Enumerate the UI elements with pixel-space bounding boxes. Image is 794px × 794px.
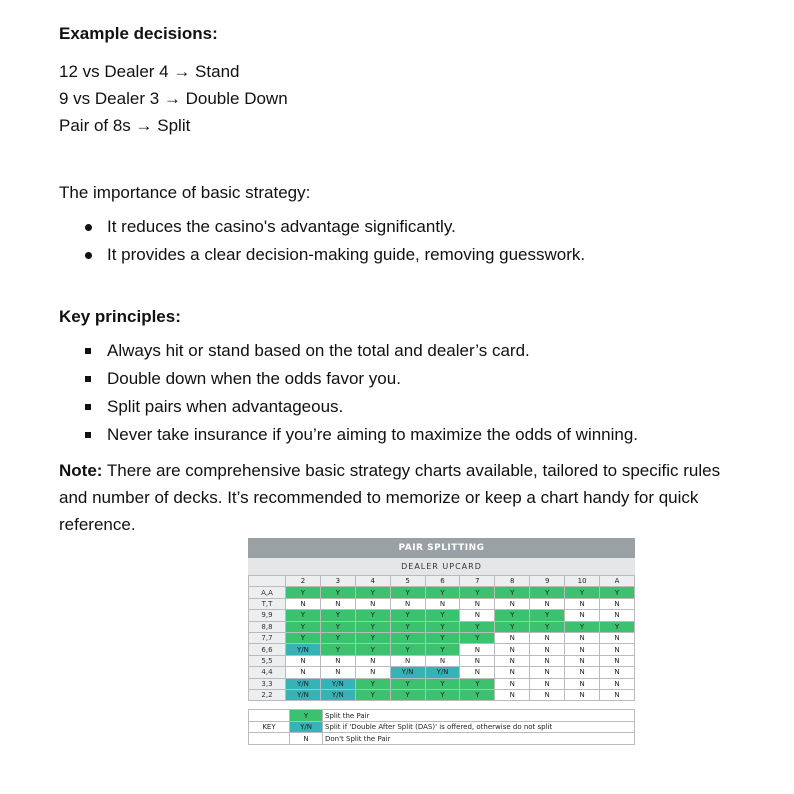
- decision-cell: Y: [530, 610, 565, 621]
- decision-cell: Y: [320, 610, 355, 621]
- decision-cell: Y: [495, 621, 530, 632]
- hand-label: A,A: [249, 587, 286, 598]
- table-row: [249, 655, 635, 666]
- decision-cell: N: [530, 667, 565, 678]
- dealer-upcard-header: 2: [286, 576, 321, 587]
- decision-cell: N: [495, 632, 530, 643]
- hand-label: 2,2: [249, 689, 286, 700]
- column-header-row: [249, 576, 635, 587]
- decision-cell: Y: [460, 587, 495, 598]
- key-meaning: Don't Split the Pair: [323, 733, 635, 745]
- decision-cell: Y: [320, 632, 355, 643]
- decision-cell: Y: [355, 610, 390, 621]
- decision-cell: N: [565, 667, 600, 678]
- decision-cell: N: [600, 655, 635, 666]
- decision-cell: Y/N: [286, 644, 321, 655]
- document-body: [59, 20, 759, 538]
- decision-cell: Y/N: [320, 689, 355, 700]
- key-code: Y/N: [290, 721, 323, 733]
- chart-title: PAIR SPLITTING: [248, 538, 635, 558]
- decision-cell: N: [530, 632, 565, 643]
- dealer-upcard-header: 9: [530, 576, 565, 587]
- decision-cell: N: [320, 598, 355, 609]
- decision-cell: Y: [565, 621, 600, 632]
- hand-label: 8,8: [249, 621, 286, 632]
- table-row: [249, 644, 635, 655]
- hand-label: 9,9: [249, 610, 286, 621]
- dealer-upcard-header: A: [600, 576, 635, 587]
- decision-cell: Y/N: [320, 678, 355, 689]
- decision-cell: Y/N: [286, 689, 321, 700]
- chart-key: [248, 709, 635, 745]
- decision-cell: Y: [425, 621, 460, 632]
- decision-cell: N: [600, 678, 635, 689]
- decision-cell: N: [286, 667, 321, 678]
- decision-cell: N: [565, 598, 600, 609]
- table-row: [249, 678, 635, 689]
- decision-cell: Y: [460, 689, 495, 700]
- bullet-icon: [85, 252, 92, 259]
- decision-cell: Y: [425, 632, 460, 643]
- square-bullet-icon: [85, 348, 91, 354]
- decision-cell: Y: [425, 587, 460, 598]
- importance-intro: The importance of basic strategy:: [59, 183, 311, 202]
- note-label: Note:: [59, 461, 103, 480]
- decision-cell: N: [565, 610, 600, 621]
- decision-cell: Y: [286, 610, 321, 621]
- decision-cell: N: [460, 610, 495, 621]
- importance-list: [59, 213, 759, 269]
- table-row: [249, 610, 635, 621]
- table-row: [249, 598, 635, 609]
- dealer-upcard-header: 8: [495, 576, 530, 587]
- decision-cell: Y: [286, 632, 321, 643]
- decision-cell: Y: [320, 621, 355, 632]
- decision-cell: N: [390, 655, 425, 666]
- decision-cell: Y: [600, 621, 635, 632]
- key-row: [249, 721, 635, 733]
- dealer-upcard-header: 7: [460, 576, 495, 587]
- key-row: [249, 733, 635, 745]
- key-row: [249, 710, 635, 722]
- note-paragraph: [59, 457, 739, 538]
- decision-cell: N: [425, 598, 460, 609]
- decision-cell: N: [320, 667, 355, 678]
- example-line: Pair of 8s → Split: [59, 116, 191, 135]
- chart-subtitle: DEALER UPCARD: [248, 558, 635, 575]
- key-label-spacer: [249, 733, 290, 745]
- hand-label: T,T: [249, 598, 286, 609]
- decision-cell: N: [495, 655, 530, 666]
- decision-cell: Y: [460, 632, 495, 643]
- decision-cell: Y: [390, 644, 425, 655]
- decision-cell: Y: [355, 632, 390, 643]
- decision-cell: N: [460, 655, 495, 666]
- key-meaning: Split the Pair: [323, 710, 635, 722]
- decision-cell: N: [530, 655, 565, 666]
- table-row: [249, 621, 635, 632]
- list-item: [83, 365, 759, 393]
- example-line: 9 vs Dealer 3 → Double Down: [59, 89, 288, 108]
- decision-cell: Y: [320, 587, 355, 598]
- key-code: N: [290, 733, 323, 745]
- decision-cell: N: [390, 598, 425, 609]
- decision-cell: N: [495, 644, 530, 655]
- decision-cell: N: [530, 678, 565, 689]
- decision-cell: Y: [460, 621, 495, 632]
- decision-cell: Y: [390, 678, 425, 689]
- decision-cell: N: [565, 644, 600, 655]
- decision-cell: N: [565, 655, 600, 666]
- key-label: KEY: [249, 721, 290, 733]
- table-row: [249, 689, 635, 700]
- decision-cell: Y: [286, 587, 321, 598]
- decision-cell: N: [600, 610, 635, 621]
- example-heading: Example decisions:: [59, 24, 218, 43]
- decision-cell: Y: [425, 678, 460, 689]
- pair-splitting-chart: [248, 538, 635, 760]
- list-item: [83, 213, 759, 241]
- hand-label: 4,4: [249, 667, 286, 678]
- decision-cell: N: [530, 644, 565, 655]
- decision-cell: Y: [355, 587, 390, 598]
- decision-cell: Y: [355, 644, 390, 655]
- decision-cell: N: [460, 667, 495, 678]
- decision-cell: N: [460, 644, 495, 655]
- decision-cell: N: [320, 655, 355, 666]
- decision-cell: Y: [495, 610, 530, 621]
- decision-cell: N: [600, 667, 635, 678]
- strategy-grid: [248, 575, 635, 701]
- list-item-text: Never take insurance if you’re aiming to maximize the odds of winning.: [107, 425, 639, 444]
- decision-cell: Y: [460, 678, 495, 689]
- decision-cell: Y: [390, 689, 425, 700]
- note-text: There are comprehensive basic strategy charts available, tailored to specific rules and number of decks. It’s recommended to memorize or keep a chart handy for quick reference.: [59, 461, 721, 534]
- decision-cell: Y: [355, 689, 390, 700]
- list-item: [83, 421, 759, 449]
- decision-cell: Y/N: [425, 667, 460, 678]
- decision-cell: Y: [390, 587, 425, 598]
- decision-cell: Y: [565, 587, 600, 598]
- decision-cell: N: [355, 598, 390, 609]
- list-item: [83, 393, 759, 421]
- decision-cell: Y/N: [390, 667, 425, 678]
- list-item-text: Split pairs when advantageous.: [107, 397, 344, 416]
- table-row: [249, 667, 635, 678]
- decision-cell: N: [530, 689, 565, 700]
- decision-cell: Y: [530, 587, 565, 598]
- table-row: [249, 632, 635, 643]
- decision-cell: Y: [355, 678, 390, 689]
- decision-cell: N: [286, 655, 321, 666]
- dealer-upcard-header: 5: [390, 576, 425, 587]
- list-item: [83, 337, 759, 365]
- key-label-spacer: [249, 710, 290, 722]
- key-code: Y: [290, 710, 323, 722]
- dealer-upcard-header: 3: [320, 576, 355, 587]
- decision-cell: N: [565, 632, 600, 643]
- decision-cell: Y: [390, 621, 425, 632]
- decision-cell: N: [530, 598, 565, 609]
- dealer-upcard-header: 6: [425, 576, 460, 587]
- square-bullet-icon: [85, 432, 91, 438]
- decision-cell: N: [495, 598, 530, 609]
- decision-cell: N: [495, 667, 530, 678]
- decision-cell: Y: [425, 689, 460, 700]
- decision-cell: Y: [390, 632, 425, 643]
- corner-cell: [249, 576, 286, 587]
- key-meaning: Split if 'Double After Split (DAS)' is offered, otherwise do not split: [323, 721, 635, 733]
- table-row: [249, 587, 635, 598]
- hand-label: 7,7: [249, 632, 286, 643]
- decision-cell: Y: [390, 610, 425, 621]
- decision-cell: N: [355, 655, 390, 666]
- decision-cell: N: [286, 598, 321, 609]
- principles-heading: Key principles:: [59, 307, 181, 326]
- list-item: [83, 241, 759, 269]
- decision-cell: N: [600, 644, 635, 655]
- decision-cell: Y/N: [286, 678, 321, 689]
- list-item-text: It provides a clear decision-making guide, removing guesswork.: [107, 245, 586, 264]
- decision-cell: N: [495, 689, 530, 700]
- decision-cell: Y: [286, 621, 321, 632]
- hand-label: 6,6: [249, 644, 286, 655]
- decision-cell: N: [600, 689, 635, 700]
- decision-cell: Y: [425, 644, 460, 655]
- decision-cell: N: [495, 678, 530, 689]
- decision-cell: N: [355, 667, 390, 678]
- decision-cell: N: [600, 632, 635, 643]
- principles-list: [59, 337, 759, 449]
- decision-cell: Y: [355, 621, 390, 632]
- decision-cell: Y: [600, 587, 635, 598]
- decision-cell: N: [565, 678, 600, 689]
- example-line: 12 vs Dealer 4 → Stand: [59, 62, 240, 81]
- decision-cell: Y: [495, 587, 530, 598]
- bullet-icon: [85, 224, 92, 231]
- list-item-text: Always hit or stand based on the total and dealer’s card.: [107, 341, 530, 360]
- decision-cell: Y: [425, 610, 460, 621]
- square-bullet-icon: [85, 376, 91, 382]
- decision-cell: N: [425, 655, 460, 666]
- square-bullet-icon: [85, 404, 91, 410]
- decision-cell: N: [460, 598, 495, 609]
- decision-cell: Y: [320, 644, 355, 655]
- dealer-upcard-header: 10: [565, 576, 600, 587]
- dealer-upcard-header: 4: [355, 576, 390, 587]
- hand-label: 3,3: [249, 678, 286, 689]
- decision-cell: Y: [530, 621, 565, 632]
- hand-label: 5,5: [249, 655, 286, 666]
- list-item-text: It reduces the casino's advantage significantly.: [107, 217, 456, 236]
- list-item-text: Double down when the odds favor you.: [107, 369, 401, 388]
- decision-cell: N: [600, 598, 635, 609]
- decision-cell: N: [565, 689, 600, 700]
